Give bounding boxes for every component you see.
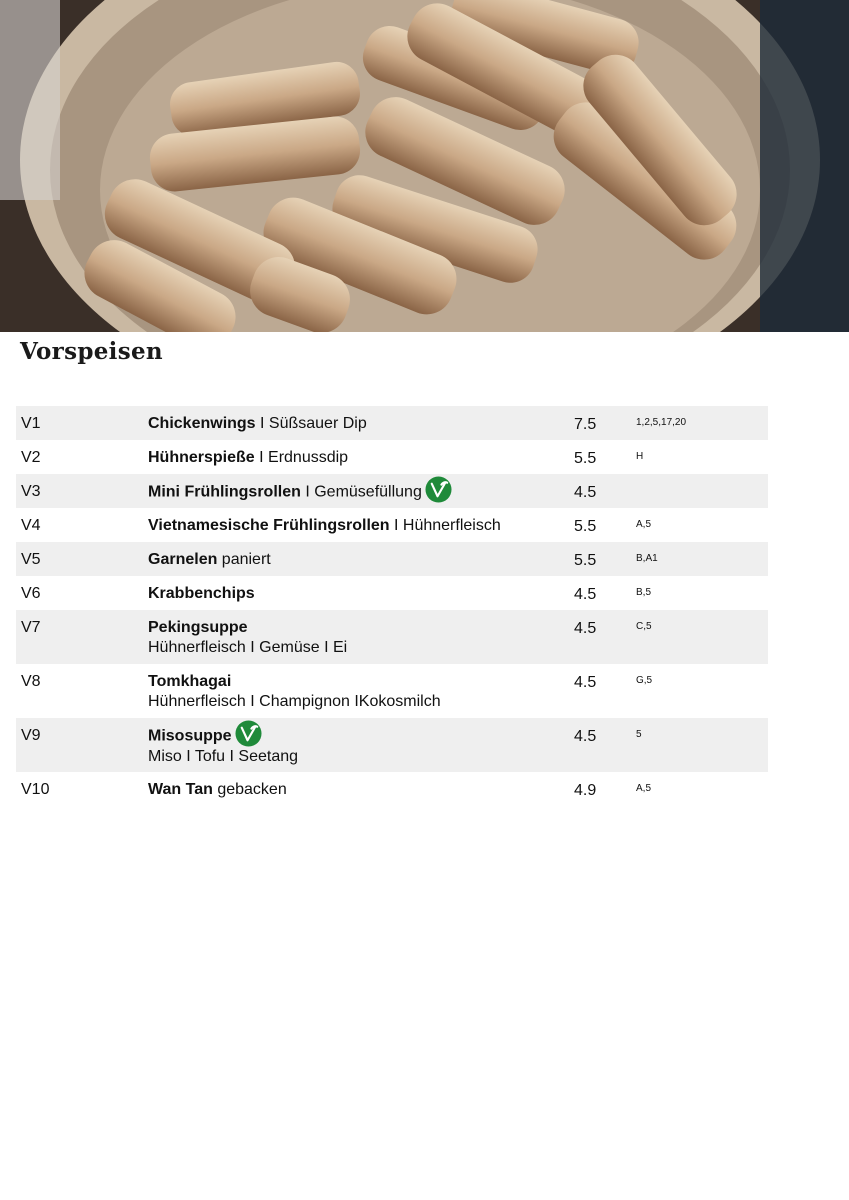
item-name: Chickenwings: [148, 415, 256, 432]
spring-rolls-illustration: [0, 0, 849, 332]
item-code: V2: [21, 449, 41, 466]
item-subdetail: Hühnerfleisch I Champignon IKokosmilch: [148, 693, 441, 710]
item-price: 4.5: [574, 484, 597, 501]
item-detail: I Süßsauer Dip: [255, 415, 367, 432]
item-description: [148, 780, 287, 800]
menu-item-row: [16, 440, 768, 474]
item-price: 4.9: [574, 782, 597, 799]
menu-item-row: [16, 610, 768, 664]
item-allergens: 5: [636, 729, 642, 740]
item-description: [148, 726, 298, 767]
menu-item-row: [16, 718, 768, 772]
vegan-leaf-icon: [425, 476, 452, 503]
item-description: [148, 550, 271, 570]
item-allergens: 1,2,5,17,20: [636, 417, 687, 428]
item-allergens: H: [636, 451, 644, 462]
menu-item-row: [16, 508, 768, 542]
item-name: Hühnerspieße: [148, 449, 255, 466]
item-code: V4: [21, 517, 41, 534]
item-name: Pekingsuppe: [148, 619, 248, 636]
item-detail: paniert: [217, 551, 271, 568]
item-subdetail: Hühnerfleisch I Gemüse I Ei: [148, 639, 348, 656]
item-code: V6: [21, 585, 41, 602]
item-price: 4.5: [574, 728, 597, 745]
item-code: V10: [21, 781, 50, 798]
item-code: V8: [21, 673, 41, 690]
item-name: Garnelen: [148, 551, 218, 568]
item-name: Krabbenchips: [148, 585, 255, 602]
item-price: 5.5: [574, 552, 597, 569]
item-name: Mini Frühlingsrollen: [148, 483, 301, 501]
vegan-leaf-icon: [235, 720, 262, 747]
item-description: [148, 584, 255, 604]
item-allergens: A,5: [636, 519, 652, 530]
item-code: V3: [21, 483, 41, 500]
item-allergens: B,5: [636, 587, 652, 598]
menu-list: [16, 406, 768, 806]
item-allergens: C,5: [636, 621, 652, 632]
item-description: [148, 414, 367, 434]
item-code: V9: [21, 727, 41, 744]
item-detail: I Gemüsefüllung: [300, 483, 422, 501]
item-name: Vietnamesische Frühlingsrollen: [148, 517, 390, 534]
item-price: 5.5: [574, 518, 597, 535]
item-name: Misosuppe: [148, 727, 232, 745]
item-name: Wan Tan: [148, 781, 213, 798]
menu-item-row: [16, 406, 768, 440]
item-price: 5.5: [574, 450, 597, 467]
item-code: V5: [21, 551, 41, 568]
item-subdetail: Miso I Tofu I Seetang: [148, 748, 299, 765]
item-name: Tomkhagai: [148, 673, 232, 690]
item-allergens: G,5: [636, 675, 653, 686]
item-price: 7.5: [574, 416, 597, 433]
item-description: [148, 482, 452, 503]
item-code: V1: [21, 415, 41, 432]
item-detail: gebacken: [212, 781, 287, 798]
menu-item-row: [16, 576, 768, 610]
menu-item-row: [16, 772, 768, 806]
item-price: 4.5: [574, 620, 597, 637]
item-price: 4.5: [574, 586, 597, 603]
menu-item-row: [16, 542, 768, 576]
menu-item-row: [16, 474, 768, 508]
item-description: [148, 516, 501, 536]
item-allergens: A,5: [636, 783, 652, 794]
item-code: V7: [21, 619, 41, 636]
item-allergens: B,A1: [636, 553, 658, 564]
menu-item-row: [16, 664, 768, 718]
item-description: [148, 672, 441, 712]
item-description: [148, 448, 348, 468]
item-description: [148, 618, 347, 658]
item-detail: I Hühnerfleisch: [389, 517, 501, 534]
section-title: Vorspeisen: [20, 338, 163, 365]
item-detail: I Erdnussdip: [254, 449, 349, 466]
hero-photo-spring-rolls: [0, 0, 849, 332]
item-price: 4.5: [574, 674, 597, 691]
